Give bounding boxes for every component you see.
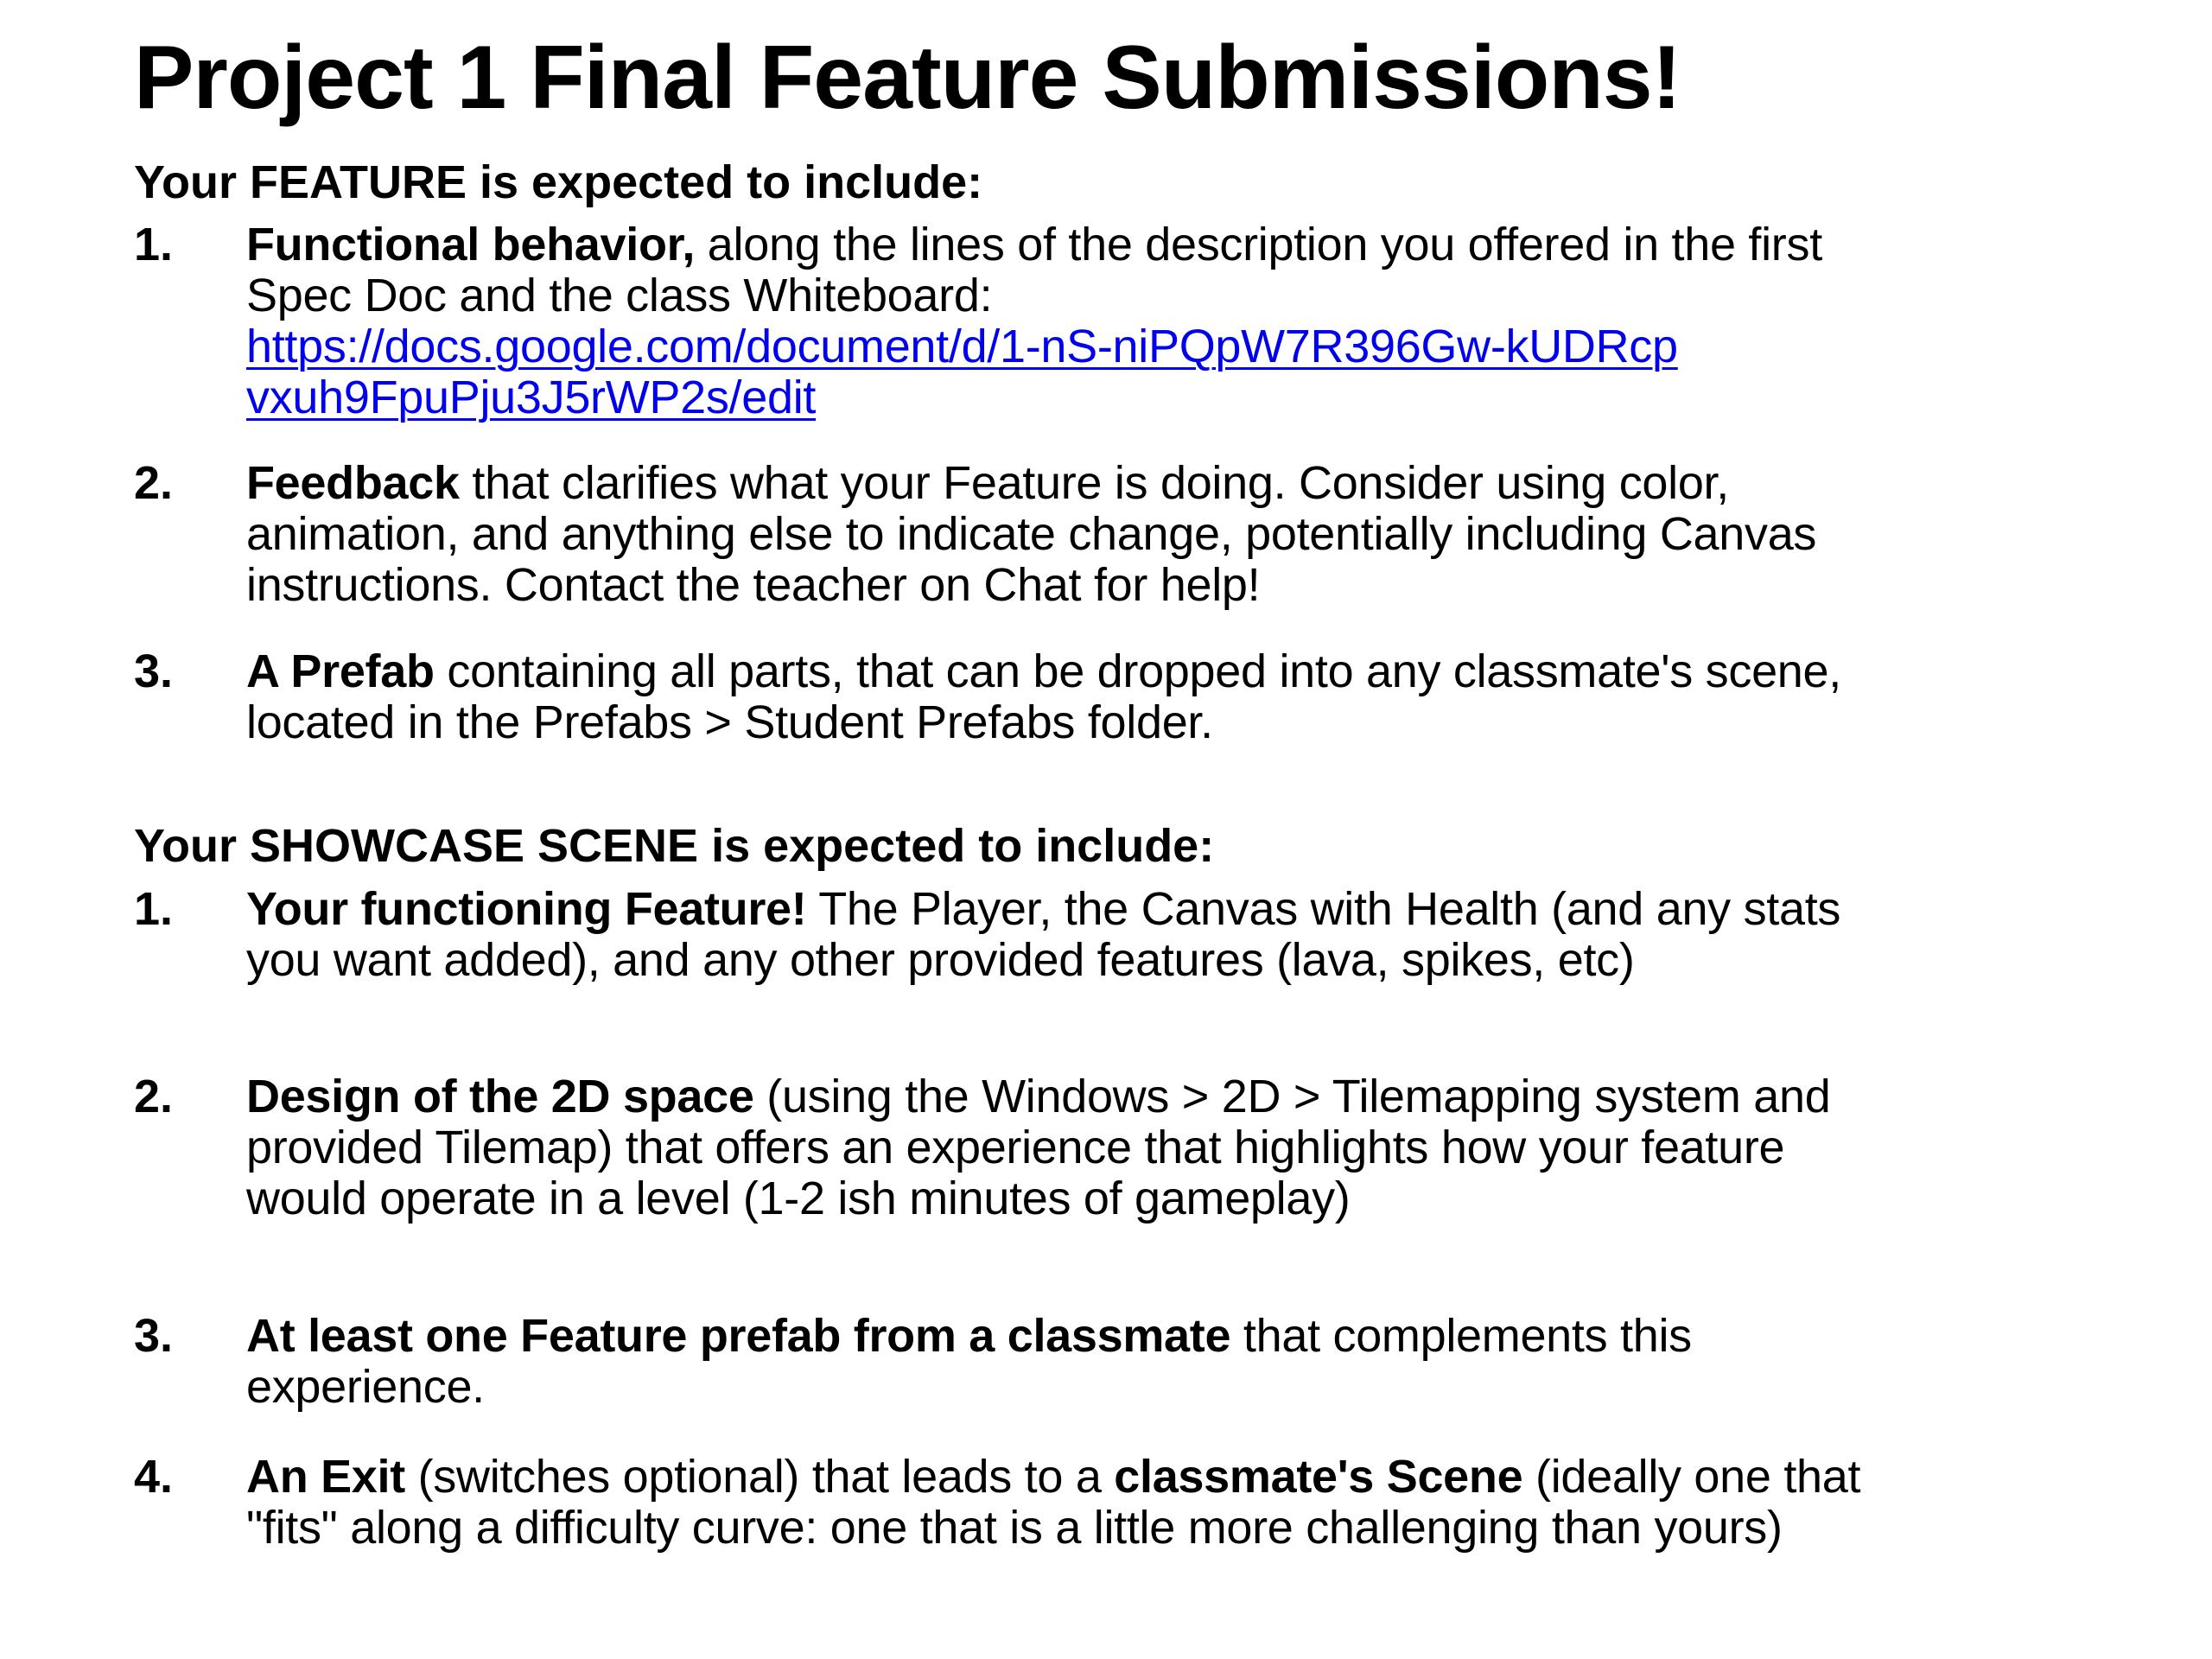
item-text: along the lines of the description you offered in the first Spec Doc and the class Whiteboard: <box>246 219 1822 321</box>
item-bold-text: Functional behavior, <box>246 219 696 270</box>
item-text: (ideally one that "fits" along a difficulty curve: one that is a little more challenging than yours) <box>246 1451 1861 1554</box>
item-body <box>246 884 1862 986</box>
item-text: (switches optional) that leads to a <box>404 1451 1115 1503</box>
item-text: (using the Windows > 2D > Tilemapping system and provided Tilemap) that offers an experience that highlights how your feature would operate in a level (1-2 ish minutes of gameplay) <box>246 1071 1831 1224</box>
item-number: 3. <box>134 645 174 697</box>
item-body <box>246 646 1862 748</box>
spec-doc-link[interactable]: https://docs.google.com/document/d/1-nS-niPQpW7R396Gw-kUDRcpvxuh9FpuPju3J5rWP2s/edit <box>246 321 1678 423</box>
item-number: 1. <box>134 219 174 270</box>
item-bold-text: Feedback <box>246 457 460 509</box>
item-bold-text: classmate's Scene <box>1114 1451 1523 1503</box>
item-bold-text: A Prefab <box>246 645 435 697</box>
item-bold-text: Your functioning Feature! <box>246 883 807 935</box>
feature-section-heading: Your FEATURE is expected to include: <box>134 156 983 208</box>
item-number: 2. <box>134 1071 174 1122</box>
item-bold-text: At least one Feature prefab from a classmate <box>246 1310 1231 1362</box>
item-body <box>246 219 1862 423</box>
item-bold-text: An Exit <box>246 1451 405 1503</box>
item-body <box>246 458 1862 611</box>
slide-title: Project 1 Final Feature Submissions! <box>134 28 1681 128</box>
item-text: containing all parts, that can be dropped into any classmate's scene, located in the Prefabs > Student Prefabs folder. <box>246 645 1841 748</box>
item-number: 4. <box>134 1451 174 1503</box>
showcase-section-heading: Your SHOWCASE SCENE is expected to include: <box>134 820 1215 872</box>
item-text: The Player, the Canvas with Health (and any stats you want added), and any other provided features (lava, spikes, etc) <box>246 883 1841 986</box>
item-number: 1. <box>134 883 174 935</box>
item-body <box>246 1452 1862 1554</box>
item-body <box>246 1311 1862 1413</box>
item-text: that complements this experience. <box>246 1310 1692 1413</box>
item-number: 2. <box>134 457 174 509</box>
item-body <box>246 1071 1862 1224</box>
item-bold-text: Design of the 2D space <box>246 1071 754 1122</box>
item-text: that clarifies what your Feature is doing. Consider using color, animation, and anything else to indicate change, potentially including Canvas instructions. Contact the teacher on Chat for help! <box>246 457 1817 611</box>
item-number: 3. <box>134 1310 174 1362</box>
